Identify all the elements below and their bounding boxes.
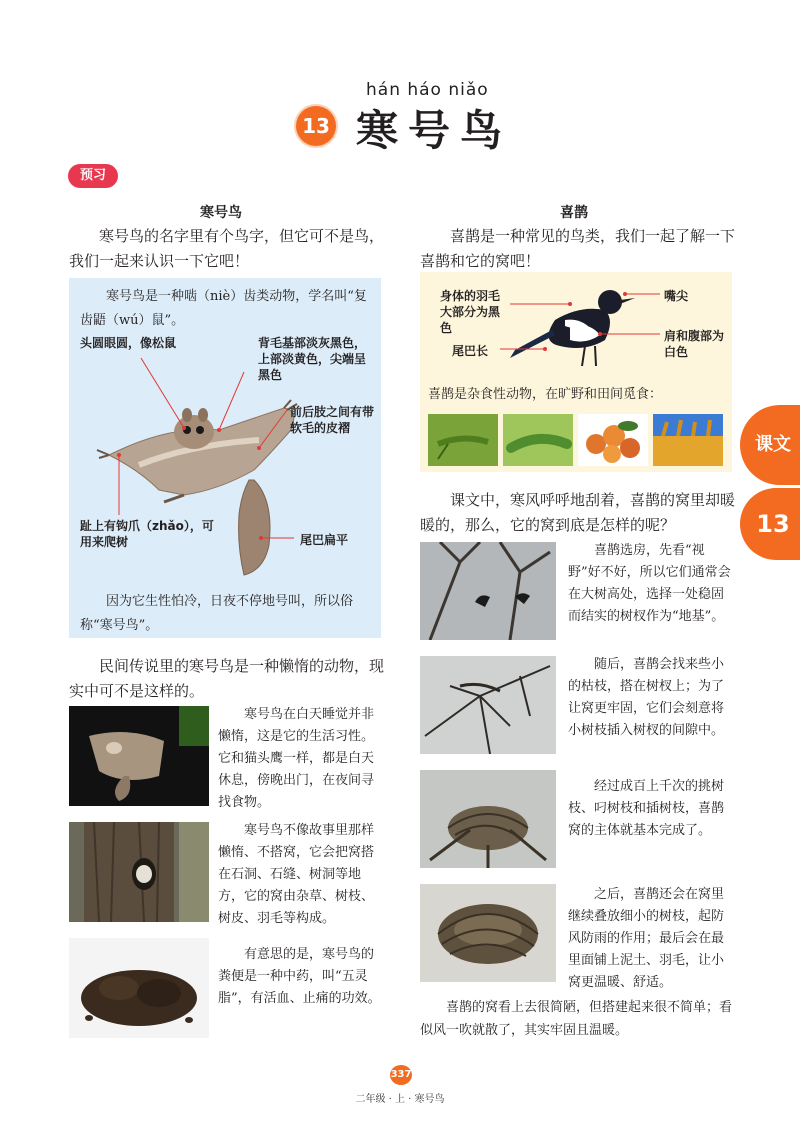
- title-pinyin: hán háo niǎo: [366, 80, 489, 100]
- fruit-photo: [578, 414, 648, 466]
- right-column-heading: 喜鹊: [560, 205, 588, 221]
- wheat-photo: [653, 414, 723, 466]
- label-back-fur: 背毛基部淡灰黑色，上部淡黄色，尖端呈黑色: [258, 336, 367, 382]
- nest-step3-text: 经过成百上千次的挑树枝、叼树枝和插树枝，喜鹊窝的主体就基本完成了。: [568, 779, 725, 838]
- label-skin-membrane: 前后肢之间有带软毛的皮褶: [290, 405, 375, 435]
- label-flat-tail: 尾巴扁平: [300, 533, 349, 547]
- grasshopper-photo: [428, 414, 498, 466]
- nest-step4-photo: [420, 884, 556, 982]
- label-white-belly: 肩和腹部为白色: [664, 329, 725, 359]
- left-column-heading: 寒号鸟: [200, 205, 242, 221]
- nest-step1-photo: [420, 542, 556, 640]
- section-tab[interactable]: 课文: [740, 405, 800, 485]
- fact-sleep-habit: 寒号鸟在白天睡觉并非懒惰，这是它的生活习性。它和猫头鹰一样，都是白天休息，傍晚出门，在夜间寻找食物。: [218, 707, 375, 810]
- label-black-feathers: 身体的羽毛大部分为黑色: [440, 289, 501, 335]
- magpie-diet-text: 喜鹊是杂食性动物，在旷野和田间觅食：: [428, 387, 663, 402]
- page-title: 寒号鸟: [356, 106, 513, 155]
- gliding-squirrel-photo: [69, 706, 209, 806]
- nest-step2-text: 随后，喜鹊会找来些小的枯枝，搭在树杈上；为了让窝更牢固，它们会刻意将小树枝插入树杈的间隙中。: [568, 657, 725, 738]
- right-intro-paragraph: 喜鹊是一种常见的鸟类，我们一起了解一下喜鹊和它的窝吧！: [420, 227, 736, 270]
- tree-hole-photo: [69, 822, 209, 922]
- left-intro-paragraph: 寒号鸟的名字里有个鸟字，但它可不是鸟，我们一起来认识一下它吧！: [69, 227, 385, 270]
- lesson-tab[interactable]: 13: [740, 488, 800, 560]
- nest-step3-photo: [420, 770, 556, 868]
- flying-squirrel-name-reason: 因为它生性怕冷，日夜不停地号叫，所以俗称“寒号鸟”。: [80, 594, 354, 633]
- fact-nest: 寒号鸟不像故事里那样懒惰、不搭窝，它会把窝搭在石洞、石缝、树洞等地方，它的窝由杂草、树枝、树皮、羽毛等构成。: [218, 823, 375, 926]
- page-number: 337: [390, 1065, 412, 1085]
- nest-step1-text: 喜鹊选房，先看“视野”好不好，所以它们通常会在大树高处，选择一处稳固而结实的树杈作为“地基”。: [568, 543, 731, 624]
- droppings-photo: [69, 938, 209, 1038]
- nest-question-paragraph: 课文中，寒风呼呼地刮着，喜鹊的窝里却暖暖的，那么，它的窝到底是怎样的呢？: [420, 491, 736, 534]
- magpie-conclusion: 喜鹊的窝看上去很简陋，但搭建起来很不简单；看似风一吹就散了，其实牢固且温暖。: [420, 1000, 733, 1038]
- label-head: 头圆眼圆，像松鼠: [80, 336, 177, 350]
- legend-intro-paragraph: 民间传说里的寒号鸟是一种懒惰的动物，现实中可不是这样的。: [69, 657, 385, 700]
- label-pointed-beak: 嘴尖: [664, 289, 689, 303]
- nest-step2-photo: [420, 656, 556, 754]
- nest-step4-text: 之后，喜鹊还会在窝里继续叠放细小的树枝，起防风防雨的作用；最后会在最里面铺上泥土、羽毛，让小窝更温暖、舒适。: [568, 887, 725, 990]
- lesson-number-badge: 13: [296, 106, 336, 146]
- caterpillar-photo: [503, 414, 573, 466]
- preview-badge: 预习: [68, 164, 118, 188]
- label-claws: 趾上有钩爪（zhǎo），可用来爬树: [80, 519, 214, 549]
- label-long-tail: 尾巴长: [452, 344, 489, 358]
- page-footer: 二年级 · 上 · 寒号鸟: [355, 1094, 445, 1105]
- flying-squirrel-description: 寒号鸟是一种啮（niè）齿类动物，学名叫“复齿鼯（wú）鼠”。: [80, 289, 367, 328]
- fact-medicine: 有意思的是，寒号鸟的粪便是一种中药，叫“五灵脂”，有活血、止痛的功效。: [218, 947, 381, 1006]
